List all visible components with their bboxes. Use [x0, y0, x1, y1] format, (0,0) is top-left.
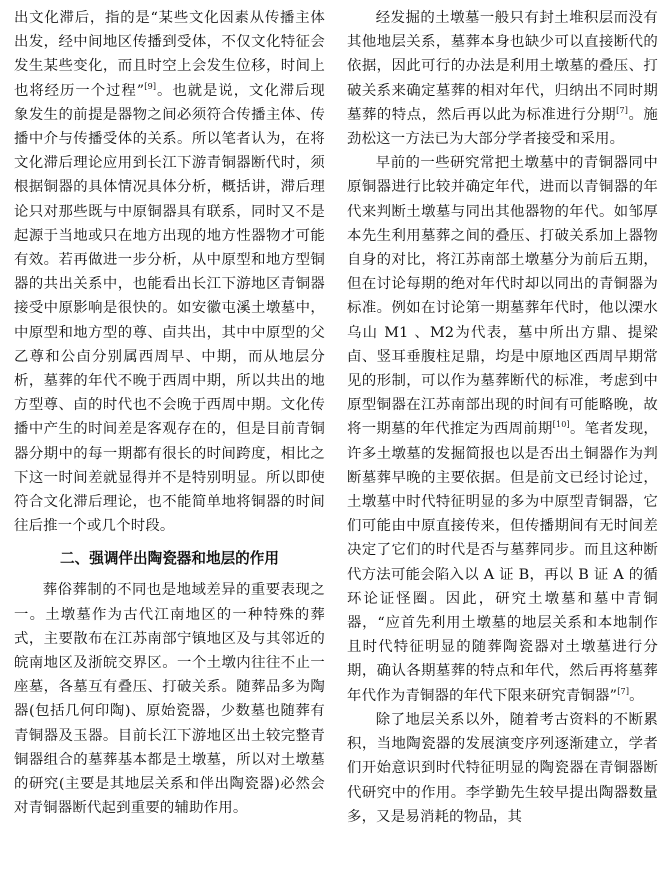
- paragraph-text: 出文化滞后，指的是“某些文化因素从传播主体出发，经中间地区传播到受体，不仅文化特征会发生某些变化，而且时空上会发生位移，时间上也将经历一个过程”: [14, 10, 325, 99]
- paragraph-text: 。施劲松这一方法已为大部分学者接受和采用。: [347, 106, 658, 148]
- citation-ref: [9]: [144, 81, 157, 91]
- paragraph-text: 。笔者发现，许多土墩墓的发掘简报也以是否出土铜器作为判断墓葬早晚的主要依据。但是前文已经讨论过，土墩墓中时代特征明显的多为中原型青铜器，它们可能由中原直接传来，但传播期间有无时间差决定了它们的时代是否与墓葬同步。而且这种断代方法可能会陷入以 A 证 B，再以 B 证 A 的循环论证怪圈。因此，研究土墩墓和墓中青铜器，“应首先利用土墩墓的地层关系和本地制作且时代特征明显的随葬陶瓷器对土墩墓进行分期，确认各期墓葬的特点和年代，然后再将墓葬年代作为青铜器的年代下限来研究青铜器”: [347, 421, 659, 704]
- paragraph-burial-customs: 葬俗葬制的不同也是地域差异的重要表现之一。土墩墓作为古代江南地区的一种特殊的葬式，主要散布在江苏南部宁镇地区及与其邻近的皖南地区及浙皖交界区。一个土墩内往往不止一座墓，各墓互有叠压、打破关系。随葬品多为陶器(包括几何印陶)、原始瓷器，少数墓也随葬有青铜器及玉器。目前长江下游地区出土较完整青铜器组合的墓葬基本都是土墩墓，所以对土墩墓的研究(主要是其地层关系和伴出陶瓷器)必然会对青铜器断代起到重要的辅助作用。: [14, 582, 325, 817]
- left-column: [14, 6, 325, 891]
- right-column: [347, 6, 658, 891]
- citation-ref: [10]: [552, 420, 570, 430]
- paragraph-ceramics: 除了地层关系以外，随着考古资料的不断累积，当地陶瓷器的发展演变序列逐渐建立，学者们开始意识到时代特征明显的陶瓷器在青铜器断代研究中的作用。李学勤先生较早提出陶器数量多，又是易消耗的物品，其: [347, 711, 658, 825]
- citation-ref: [7]: [617, 686, 630, 696]
- paragraph-stratigraphy: [347, 6, 658, 151]
- paragraph-text: 经发掘的土墩墓一般只有封土堆积层而没有其他地层关系，墓葬本身也缺少可以直接断代的依据，因此可行的办法是利用土墩墓的叠压、打破关系来确定墓葬的相对年代，归纳出不同时期墓葬的特点，然后再以此为标准进行分期: [347, 10, 658, 123]
- paragraph-text: 。也就是说，文化滞后现象发生的前提是器物之间必须符合传播主体、传播中介与传播受体的关系。所以笔者认为，在将文化滞后理论应用到长江下游青铜器断代时，须根据铜器的具体情况具体分析，概括讲，滞后理论只对那些既与中原铜器具有联系，同时又不是起源于当地或只在地方出现的地方性器物才可能有效。若再做进一步分析，从中原型和地方型铜器的共出关系中，也能看出长江下游地区青铜器接受中原影响是很快的。如安徽屯溪土墩墓中，中原型和地方型的尊、卣共出，其中中原型的父乙尊和公卣分别属西周早、中期，而从地层分析，墓葬的年代不晚于西周中期，所以共出的地方型尊、卣的时代也不会晚于西周中期。文化传播中产生的时间差是客观存在的，但是目前青铜器分期中的每一期都有很长的时间跨度，相比之下这一时间差就显得并不是特别明显。所以即使符合文化滞后理论，也不能简单地将铜器的时间往后推一个或几个时段。: [14, 82, 325, 535]
- paragraph-text: 早前的一些研究常把土墩墓中的青铜器同中原铜器进行比较并确定年代，进而以青铜器的年代来判断土墩墓与同出其他器物的年代。如邹厚本先生利用墓葬之间的叠压、打破关系加上器物自身的对比，将江苏南部土墩墓分为前后五期，但在讨论每期的绝对年代时却以同出的青铜器为标准。例如在讨论第一期墓葬年代时，他以溧水乌山 M1 、M2为代表，墓中所出方鼎、提梁卣、竖耳垂腹柱足鼎，均是中原地区西周早期常见的形制，可以作为墓葬断代的标准，考虑到中原型铜器在江苏南部出现的时间有可能略晚，故将一期墓的年代推定为西周前期: [347, 155, 658, 438]
- paragraph-text: 。: [629, 687, 644, 704]
- paragraph-cultural-lag: [14, 6, 325, 538]
- citation-ref: [7]: [616, 106, 629, 116]
- paragraph-earlier-research: [347, 151, 658, 708]
- section-heading: 二、强调伴出陶瓷器和地层的作用: [60, 550, 279, 568]
